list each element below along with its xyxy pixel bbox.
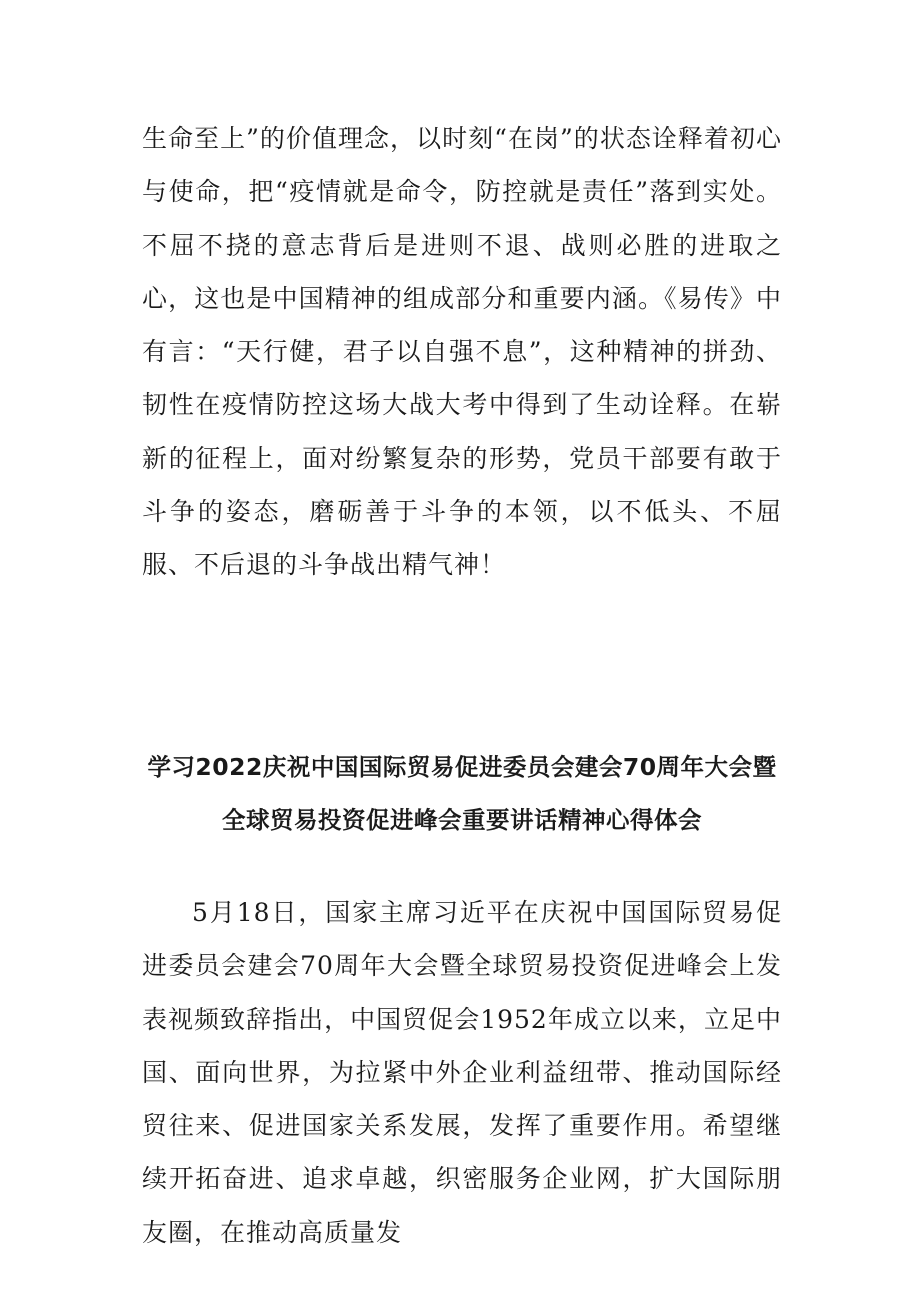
article-title-line-1: 学习2022庆祝中国国际贸易促进委员会建会70周年大会暨 — [147, 753, 777, 781]
article-title-line-2: 全球贸易投资促进峰会重要讲话精神心得体会 — [222, 806, 702, 834]
body-paragraph-continued: 生命至上”的价值理念，以时刻“在岗”的状态诠释着初心与使命，把“疫情就是命令，防控就是责任”落到实处。不屈不挠的意志背后是进则不退、战则必胜的进取之心，这也是中国精神的组成部分和重要内涵。《易传》中有言：“天行健，君子以自强不息”，这种精神的拼劲、韧性在疫情防控这场大战大考中得到了生动诠释。在崭新的征程上，面对纷繁复杂的形势，党员干部要有敢于斗争的姿态，磨砺善于斗争的本领，以不低头、不屈服、不后退的斗争战出精气神！ — [142, 124, 782, 580]
body-paragraph-intro: 5月18日，国家主席习近平在庆祝中国国际贸易促进委员会建会70周年大会暨全球贸易投资促进峰会上发表视频致辞指出，中国贸促会1952年成立以来，立足中国、面向世界，为拉紧中外企业利益纽带、推动国际经贸往来、促进国家关系发展，发挥了重要作用。希望继续开拓奋进、追求卓越，织密服务企业网，扩大国际朋友圈，在推动高质量发 — [142, 898, 782, 1247]
article-title — [132, 741, 792, 847]
